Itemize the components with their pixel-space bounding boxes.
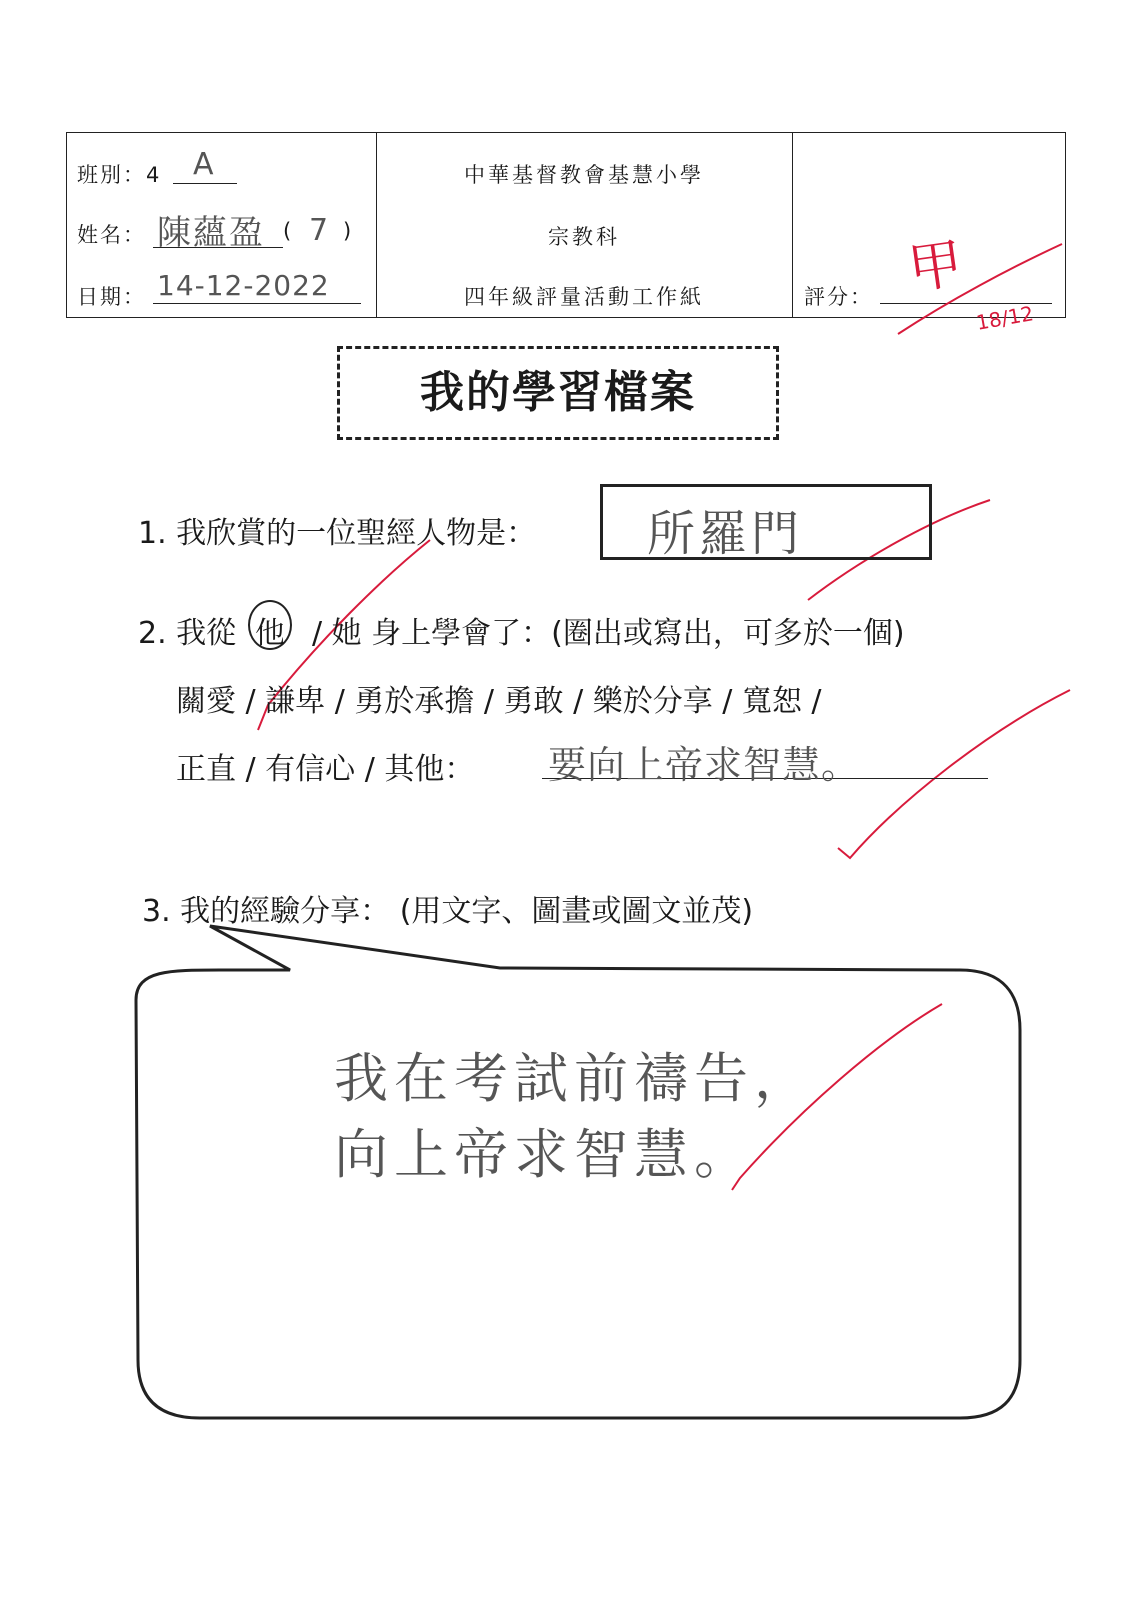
q3-prompt: 3. 我的經驗分享： (用文字、圖畫或圖文並茂) — [142, 894, 754, 929]
name-number: 7 — [309, 213, 329, 248]
title-box — [337, 346, 779, 440]
q2-options-line1: 關愛 / 謙卑 / 勇於承擔 / 勇敢 / 樂於分享 / 寬恕 / — [176, 684, 822, 719]
name-number-close: ) — [343, 219, 354, 243]
name-label: 姓名： — [77, 223, 146, 247]
q1-answer: 所羅門 — [647, 506, 804, 562]
date-label: 日期： — [77, 285, 146, 309]
q1-answer-box — [600, 484, 932, 560]
q3-answer-line1: 我在考試前禱告， — [334, 1047, 814, 1110]
grade-mark: 甲 — [904, 231, 967, 302]
name-number-open: ( — [283, 219, 294, 243]
name-value: 陳蘊盈 — [157, 213, 265, 253]
check-mark-3 — [838, 690, 1070, 858]
score-label: 評分： — [804, 285, 873, 309]
q3-answer-line2: 向上帝求智慧。 — [334, 1123, 754, 1186]
date-value: 14-12-2022 — [157, 269, 330, 302]
school-name: 中華基督教會基慧小學 — [464, 163, 704, 187]
page-title: 我的學習檔案 — [420, 367, 696, 418]
q1-prompt: 1. 我欣賞的一位聖經人物是： — [138, 516, 537, 551]
q2-prefix: 2. 我從 — [138, 616, 237, 651]
worksheet-title: 四年級評量活動工作紙 — [464, 285, 704, 309]
class-value: A — [193, 147, 214, 182]
q2-circled-option: 他 — [255, 616, 285, 651]
class-label: 班別：4 — [77, 163, 162, 187]
q2-other-answer: 要向上帝求智慧。 — [548, 743, 861, 787]
grade-strike-mark — [898, 244, 1062, 334]
subject-name: 宗教科 — [548, 225, 620, 249]
q2-rest: / 她 身上學會了：(圈出或寫出，可多於一個) — [312, 616, 905, 651]
q2-options-line2: 正直 / 有信心 / 其他： — [176, 752, 475, 787]
score-mark: 18/12 — [974, 301, 1036, 335]
